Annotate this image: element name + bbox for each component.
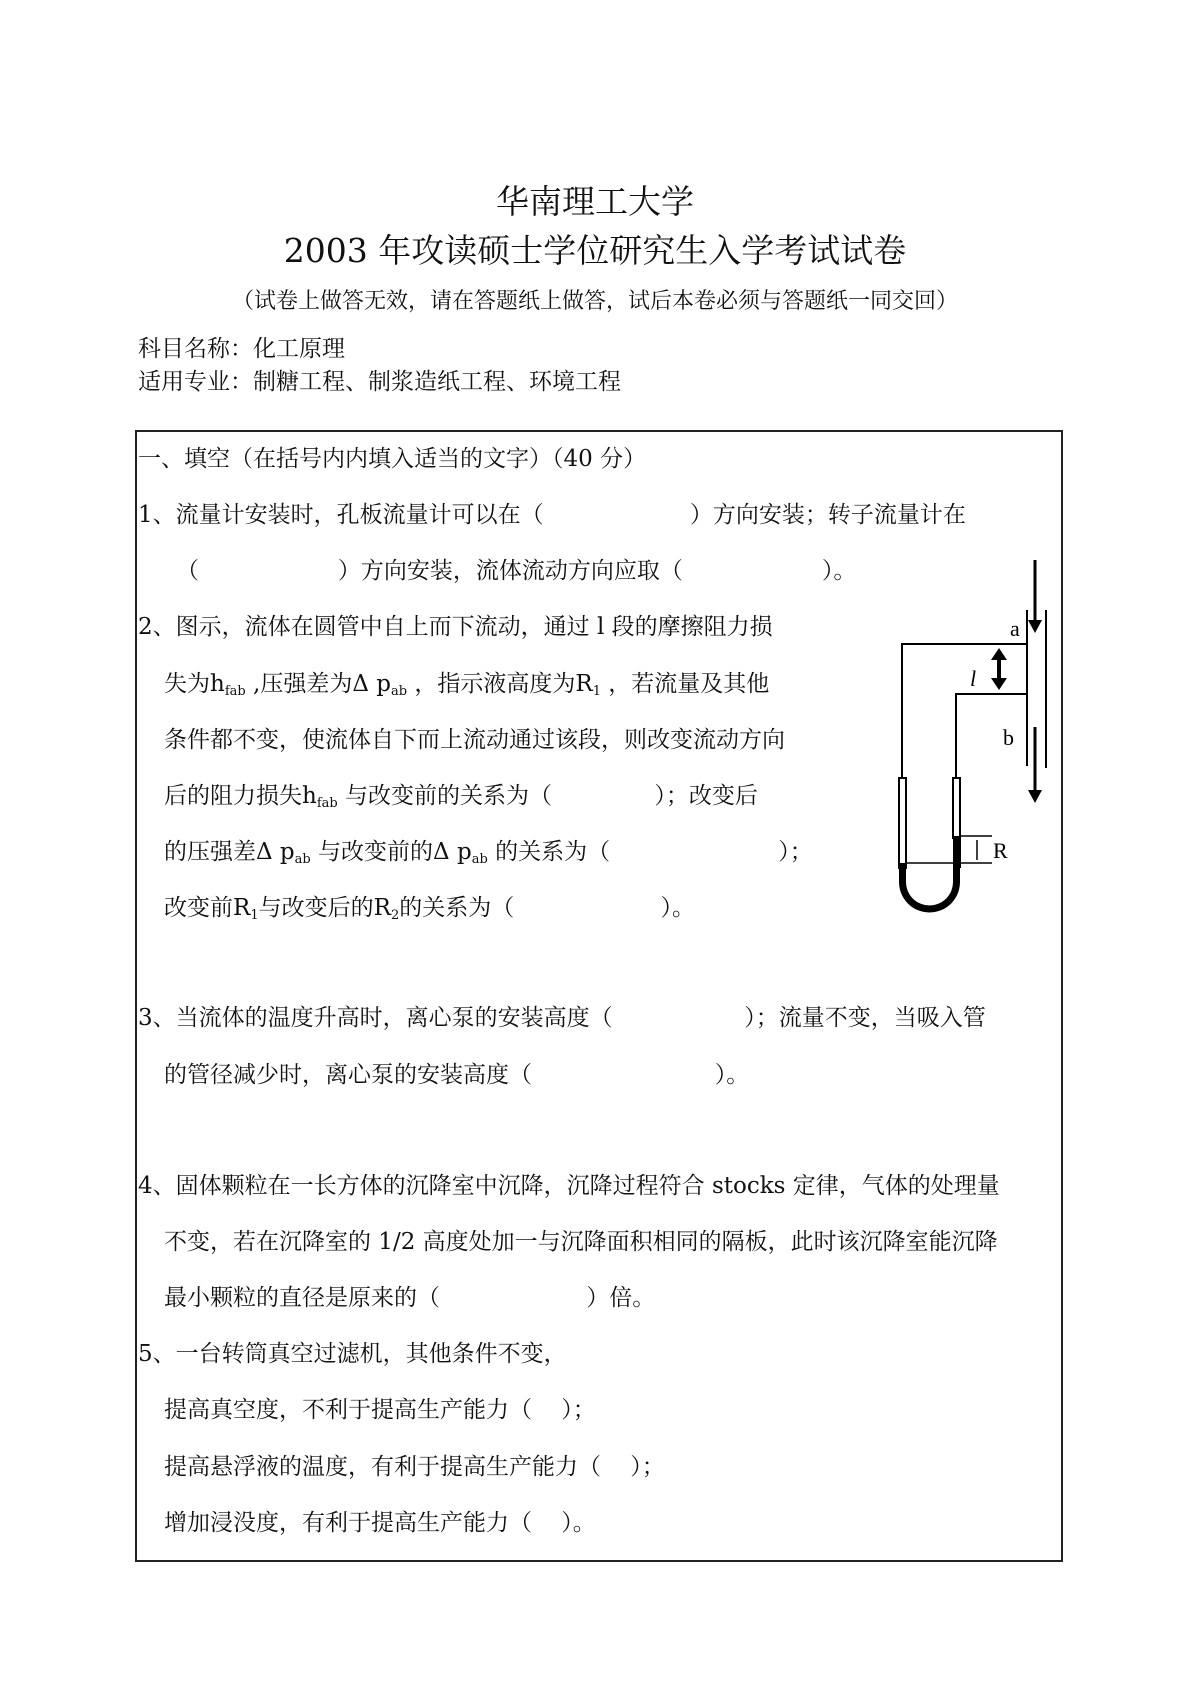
manometer-left-leg	[899, 778, 906, 868]
section-title: 一、填空（在括号内内填入适当的文字）（40 分）	[138, 446, 647, 472]
q3-line2: 的管径减少时，离心泵的安装高度（ ）。	[164, 1062, 750, 1088]
applicable-majors: 适用专业：制糖工程、制浆造纸工程、环境工程	[138, 369, 621, 395]
exam-title: 2003 年攻读硕士学位研究生入学考试试卷	[283, 231, 907, 270]
label-a: a	[1010, 616, 1020, 641]
q2-line5: 的压强差Δ $p_{ab}$ 与改变前的Δ $p_{ab}$ 的关系为（ ）；	[164, 839, 813, 867]
q2-line2: 失为$h_{fab}$ ,压强差为Δ $p_{ab}$ ，指示液高度为$R_1$ ，若流量及其他	[164, 671, 770, 699]
q5-line3: 提高悬浮液的温度，有利于提高生产能力（ ）；	[164, 1454, 665, 1480]
label-l: l	[970, 666, 977, 691]
school-name: 华南理工大学	[496, 182, 694, 221]
q1-line2: （ ）方向安装，流体流动方向应取（ ）。	[176, 558, 857, 584]
q4-line1: 4、固体颗粒在一长方体的沉降室中沉降，沉降过程符合 stocks 定律，气体的处理量	[138, 1173, 1000, 1199]
q2-line6: 改变前$R_1$与改变后的$R_2$的关系为（ ）。	[164, 895, 695, 923]
subject-name: 科目名称：化工原理	[138, 336, 345, 362]
q5-line2: 提高真空度，不利于提高生产能力（ ）；	[164, 1397, 596, 1423]
q2-line1: 2、图示，流体在圆管中自上而下流动，通过 l 段的摩擦阻力损	[138, 614, 773, 640]
q2-line3: 条件都不变，使流体自下而上流动通过该段，则改变流动方向	[164, 727, 785, 753]
indicator-liquid	[899, 863, 960, 912]
q5-line4: 增加浸没度，有利于提高生产能力（ ）。	[164, 1510, 596, 1536]
manometer-tap-b	[956, 694, 1027, 778]
q4-line2: 不变，若在沉降室的 1/2 高度处加一与沉降面积相同的隔板，此时该沉降室能沉降	[164, 1229, 998, 1255]
q1-line1: 1、流量计安装时，孔板流量计可以在（ ）方向安装；转子流量计在	[138, 502, 966, 528]
q2-line4: 后的阻力损失$h_{fab}$ 与改变前的关系为（ ）；改变后	[164, 783, 758, 811]
notice: （试卷上做答无效，请在答题纸上做答，试后本卷必须与答题纸一同交回）	[231, 289, 958, 314]
manometer-tap-a	[902, 644, 1027, 778]
label-R: R	[993, 838, 1008, 863]
q3-line1: 3、当流体的温度升高时，离心泵的安装高度（ ）；流量不变，当吸入管	[138, 1005, 986, 1031]
q4-line3: 最小颗粒的直径是原来的（ ）倍。	[164, 1285, 656, 1311]
label-b: b	[1003, 725, 1014, 750]
manometer-right-leg	[953, 778, 960, 838]
q5-line1: 5、一台转筒真空过滤机，其他条件不变，	[138, 1341, 567, 1367]
